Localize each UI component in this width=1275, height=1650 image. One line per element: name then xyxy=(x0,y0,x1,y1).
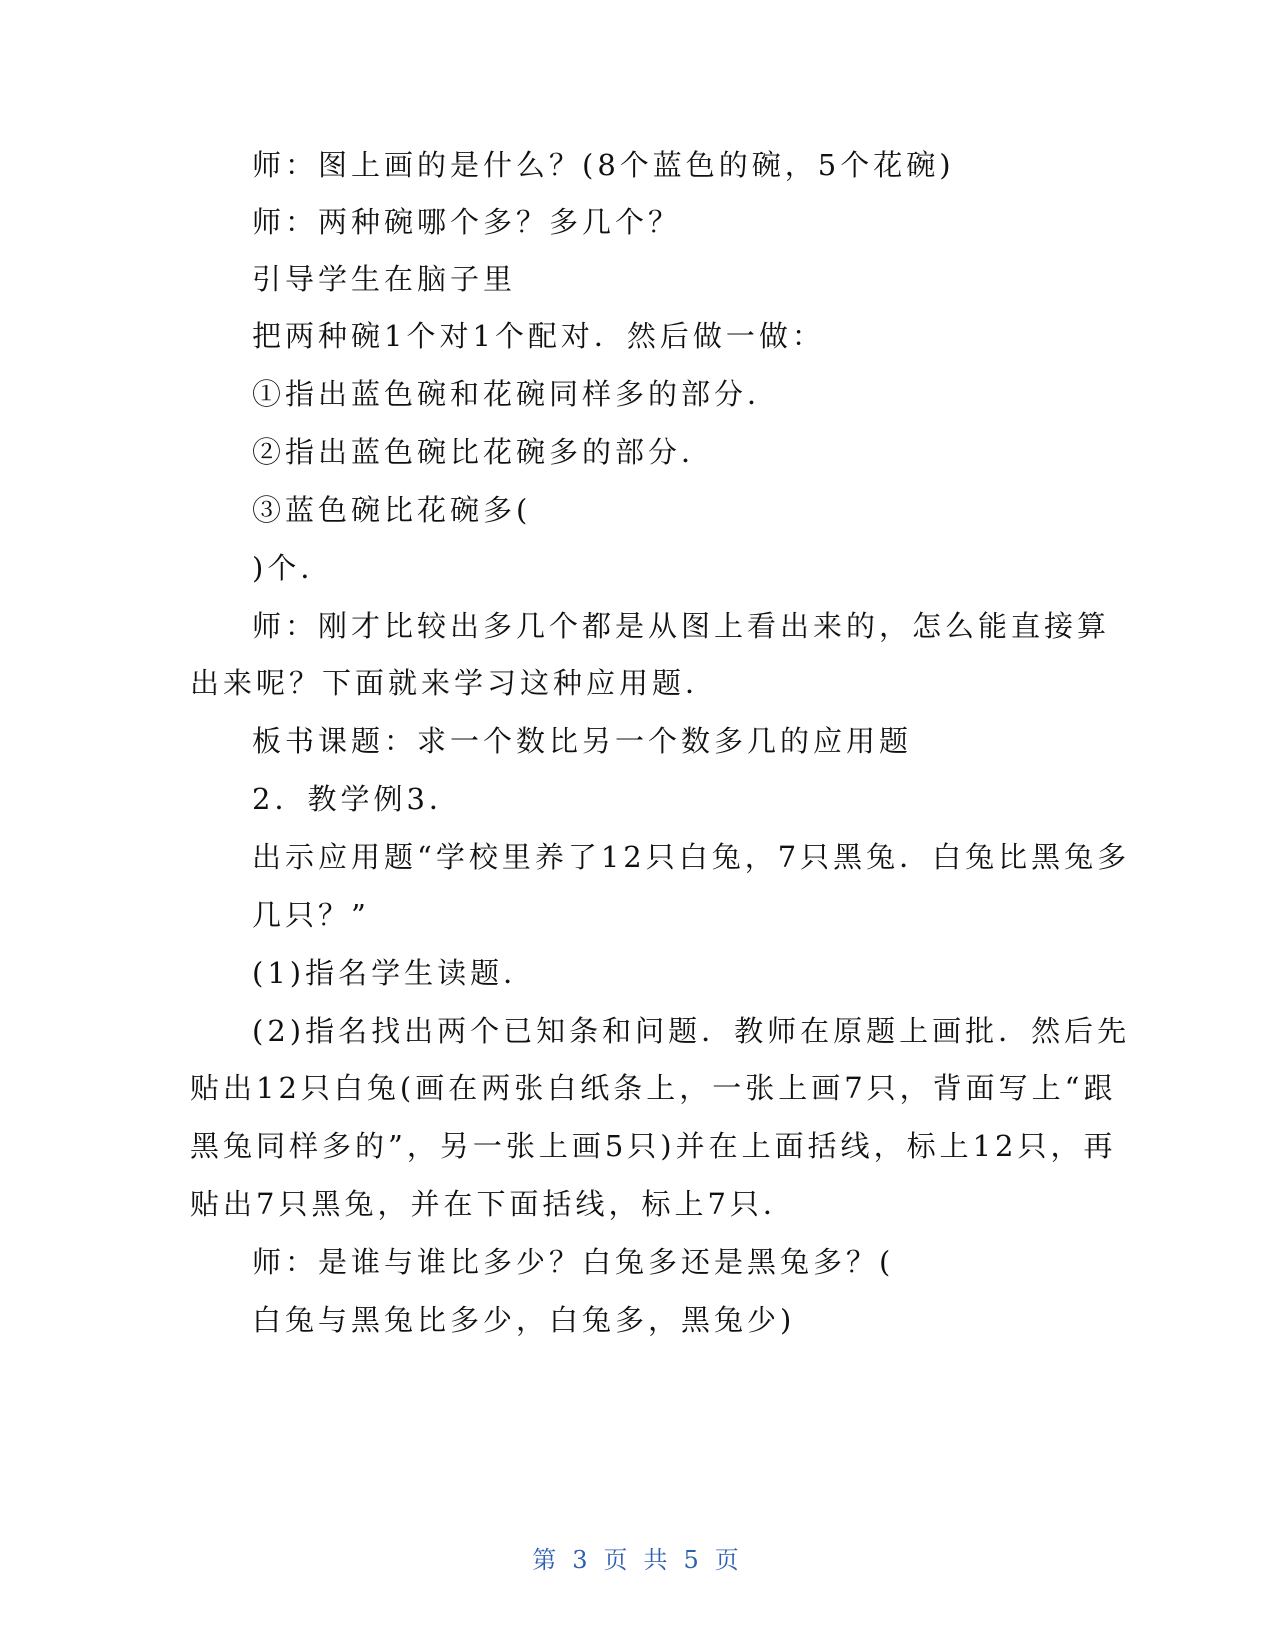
page-number-total: 5 xyxy=(683,1546,703,1574)
footer-total-word: 共 xyxy=(643,1546,672,1574)
text-line: 师：两种碗哪个多？多几个？ xyxy=(252,205,682,239)
text-line: 师：刚才比较出多几个都是从图上看出来的，怎么能直接算 xyxy=(252,609,1111,643)
text-line: 2．教学例3． xyxy=(252,782,462,816)
page-number-current: 3 xyxy=(572,1546,592,1574)
text-line: 引导学生在脑子里 xyxy=(252,262,517,296)
text-line: (1)指名学生读题． xyxy=(252,956,537,990)
text-line: 出来呢？下面就来学习这种应用题． xyxy=(190,666,719,700)
footer-prefix: 第 xyxy=(532,1546,561,1574)
text-line: 贴出7只黑兔，并在下面括线，标上7只． xyxy=(190,1187,796,1221)
text-line: 把两种碗1个对1个配对．然后做一做： xyxy=(252,319,825,353)
text-line: 板书课题：求一个数比另一个数多几的应用题 xyxy=(252,724,913,758)
footer-page-word: 页 xyxy=(603,1546,632,1574)
text-line: ③蓝色碗比花碗多( xyxy=(252,493,532,527)
text-line: 师：图上画的是什么？(8个蓝色的碗，5个花碗) xyxy=(252,148,955,182)
text-line: ②指出蓝色碗比花碗多的部分． xyxy=(252,435,715,469)
footer-suffix: 页 xyxy=(714,1546,743,1574)
text-line: 出示应用题“学校里养了12只白兔，7只黑兔．白兔比黑兔多 xyxy=(252,840,1131,874)
text-line: 贴出12只白兔(画在两张白纸条上，一张上画7只，背面写上“跟 xyxy=(190,1071,1117,1105)
text-line: 师：是谁与谁比多少？白兔多还是黑兔多？( xyxy=(252,1245,895,1279)
text-line: 黑兔同样多的”，另一张上画5只)并在上面括线，标上12只，再 xyxy=(190,1129,1117,1163)
text-line: )个． xyxy=(252,551,334,585)
text-line: 几只？” xyxy=(252,898,370,932)
text-line: (2)指名找出两个已知条和问题．教师在原题上画批．然后先 xyxy=(252,1014,1131,1048)
text-line: 白兔与黑兔比多少，白兔多，黑兔少) xyxy=(252,1303,796,1337)
page-footer xyxy=(0,1540,1275,1575)
text-line: ①指出蓝色碗和花碗同样多的部分． xyxy=(252,377,781,411)
